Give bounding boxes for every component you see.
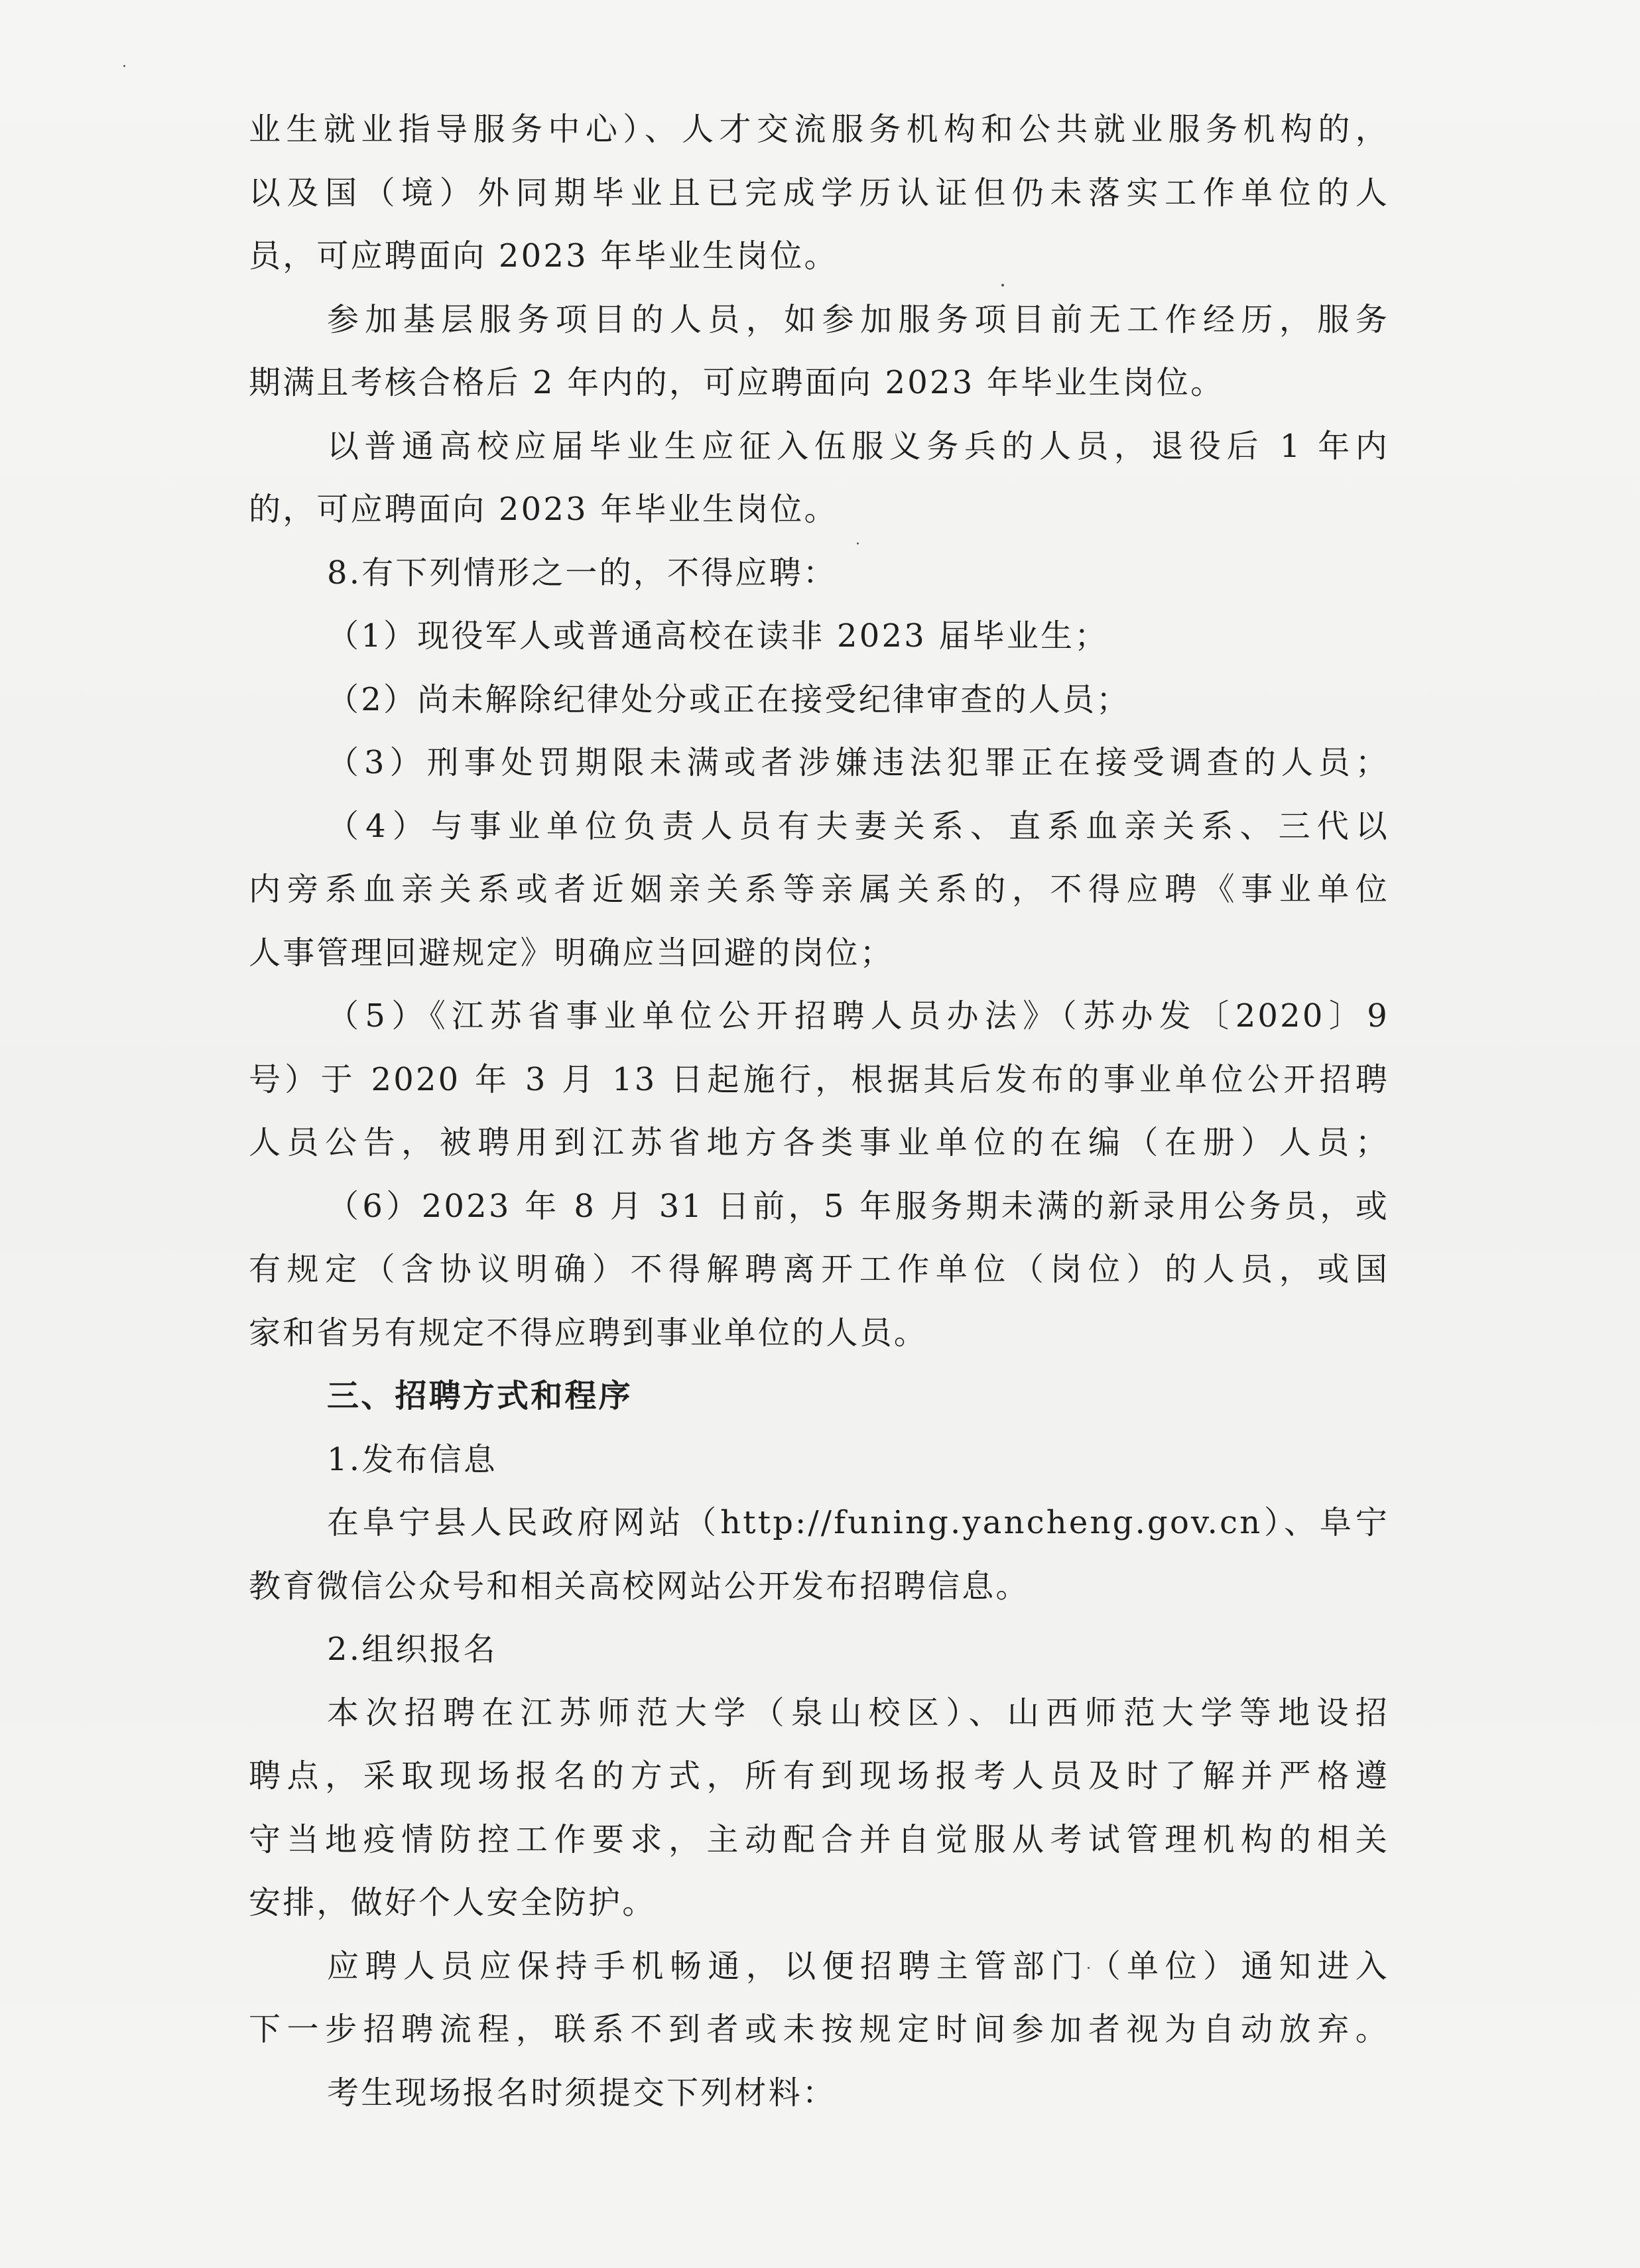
section-heading: 三、招聘方式和程序 [327,1377,633,1415]
text-line: （6）2023 年 8 月 31 日前，5 年服务期未满的新录用公务员，或 [327,1187,1389,1225]
text-line: 有规定（含协议明确）不得解聘离开工作单位（岗位）的人员，或国 [249,1251,1389,1288]
text-line: 8.有下列情形之一的，不得应聘： [327,554,837,592]
text-line: 以及国（境）外同期毕业且已完成学历认证但仍未落实工作单位的人 [249,174,1389,212]
text-line: 人员公告，被聘用到江苏省地方各类事业单位的在编（在册）人员； [249,1124,1389,1161]
text-line: 以普通高校应届毕业生应征入伍服义务兵的人员，退役后 1 年内 [327,427,1389,465]
text-line: 1.发布信息 [327,1440,497,1478]
text-line: 家和省另有规定不得应聘到事业单位的人员。 [249,1314,928,1352]
text-line: 本次招聘在江苏师范大学（泉山校区）、山西师范大学等地设招 [327,1694,1389,1732]
document-body [249,98,1389,2125]
text-line: 守当地疫情防控工作要求，主动配合并自觉服从考试管理机构的相关 [249,1820,1389,1858]
text-line: （1）现役军人或普通高校在读非 2023 届毕业生； [327,617,1109,655]
text-line: 应聘人员应保持手机畅通，以便招聘主管部门（单位）通知进入 [327,1947,1389,1985]
text-line: 在阜宁县人民政府网站（http://funing.yancheng.gov.cn）、阜宁 [327,1504,1389,1541]
text-line: 教育微信公众号和相关高校网站公开发布招聘信息。 [249,1567,1030,1605]
text-line: 内旁系血亲关系或者近姻亲关系等亲属关系的，不得应聘《事业单位 [249,871,1389,908]
text-line: 业生就业指导服务中心）、人才交流服务机构和公共就业服务机构的， [249,111,1389,148]
text-line: 的，可应聘面向 2023 年毕业生岗位。 [249,491,838,528]
scan-speck [123,65,125,67]
text-line: 聘点，采取现场报名的方式，所有到现场报考人员及时了解并严格遵 [249,1757,1389,1795]
text-line: 员，可应聘面向 2023 年毕业生岗位。 [249,237,838,275]
text-line: 考生现场报名时须提交下列材料： [327,2074,837,2111]
text-line: 人事管理回避规定》明确应当回避的岗位； [249,934,894,972]
text-line: 安排，做好个人安全防护。 [249,1884,657,1921]
text-line: （4）与事业单位负责人员有夫妻关系、直系血亲关系、三代以 [327,807,1389,845]
text-line: 参加基层服务项目的人员，如参加服务项目前无工作经历，服务 [327,300,1389,338]
text-line: 号）于 2020 年 3 月 13 日起施行，根据其后发布的事业单位公开招聘 [249,1060,1389,1098]
text-line: （5）《江苏省事业单位公开招聘人员办法》（苏办发〔2020〕9 [327,997,1389,1035]
text-line: （3）刑事处罚期限未满或者涉嫌违法犯罪正在接受调查的人员； [327,744,1389,781]
text-line: （2）尚未解除纪律处分或正在接受纪律审查的人员； [327,680,1131,718]
text-line: 下一步招聘流程，联系不到者或未按规定时间参加者视为自动放弃。 [249,2011,1389,2048]
text-line: 期满且考核合格后 2 年内的，可应聘面向 2023 年毕业生岗位。 [249,364,1225,401]
text-line: 2.组织报名 [327,1631,497,1668]
